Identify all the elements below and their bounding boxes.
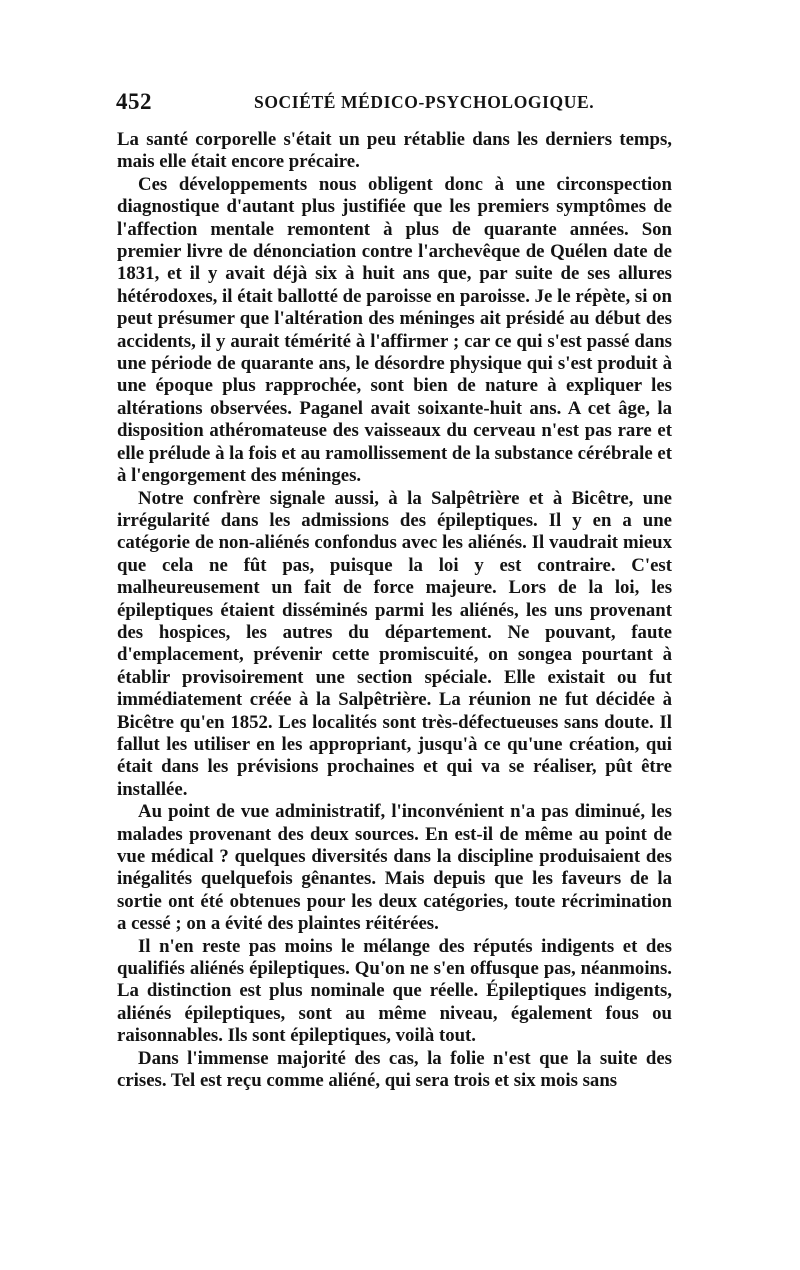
page-number: 452 — [116, 89, 152, 114]
paragraph-diagnostic-circumspection: Ces développements nous obligent donc à une circonspection diagnostique d'autant plus justifiée que les premiers symptômes de l'affection mentale remontent à plus de quarante années. Son premier livre de dénonciation contre l'archevêque de Quélen date de 1831, et il y avait déjà six à huit ans que, par suite de ses allures hétérodoxes, il était ballotté de paroisse en paroisse. Je le répète, si on peut présumer que l'altération des méninges ait présidé au début des accidents, il y aurait témérité à l'affirmer ; car ce qui s'est passé dans une période de quarante ans, le désordre physique qui s'est produit à une époque plus rapprochée, sont bien de nature à expliquer les altérations observées. Paganel avait soixante-huit ans. A cet âge, la disposition athéromateuse des vaisseaux du cerveau n'est pas rare et elle prélude à la fois et au ramollissement de la substance cérébrale et à l'engorgement des méninges. — [117, 173, 672, 487]
paragraph-epileptic-admissions: Notre confrère signale aussi, à la Salpêtrière et à Bicêtre, une irrégularité dans les admissions des épileptiques. Il y en a une catégorie de non-aliénés confondus avec les aliénés. Il vaudrait mieux que cela ne fût pas, puisque la loi y est contraire. C'est malheureusement un fait de force majeure. Lors de la loi, les épileptiques étaient disséminés parmi les aliénés, les uns provenant des hospices, les autres du département. Ne pouvant, faute d'emplacement, prévenir cette promiscuité, on songea pourtant à établir provisoirement une section spéciale. Elle existait ou fut immédiatement créée à la Salpêtrière. La réunion ne fut décidée à Bicêtre qu'en 1852. Les localités sont très-défectueuses sans doute. Il fallut les utiliser en les appropriant, jusqu'à ce qu'une création, qui était dans les prévisions prochaines et qui va se réaliser, pût être installée. — [117, 487, 672, 800]
paragraph-continuation: La santé corporelle s'était un peu rétablie dans les derniers temps, mais elle était encore précaire. — [117, 129, 672, 173]
body-text — [117, 129, 672, 1092]
journal-title: SOCIÉTÉ MÉDICO-PSYCHOLOGIQUE. — [254, 92, 595, 112]
paragraph-epileptic-mix: Il n'en reste pas moins le mélange des réputés indigents et des qualifiés aliénés épileptiques. Qu'on ne s'en offusque pas, néanmoins. La distinction est plus nominale que réelle. Épileptiques indigents, aliénés épileptiques, sont au même niveau, également fous ou raisonnables. Ils sont épileptiques, voilà tout. — [117, 935, 672, 1047]
running-head — [116, 89, 672, 119]
paragraph-administrative-view: Au point de vue administratif, l'inconvénient n'a pas diminué, les malades provenant des deux sources. En est-il de même au point de vue médical ? quelques diversités dans la discipline produisaient des inégalités quelquefois gênantes. Mais depuis que les faveurs de la sortie ont été obtenues pour les deux catégories, toute récrimination a cessé ; on a évité des plaintes réitérées. — [117, 801, 672, 935]
paragraph-madness-crises: Dans l'immense majorité des cas, la folie n'est que la suite des crises. Tel est reçu comme aliéné, qui sera trois et six mois sans — [117, 1047, 672, 1092]
